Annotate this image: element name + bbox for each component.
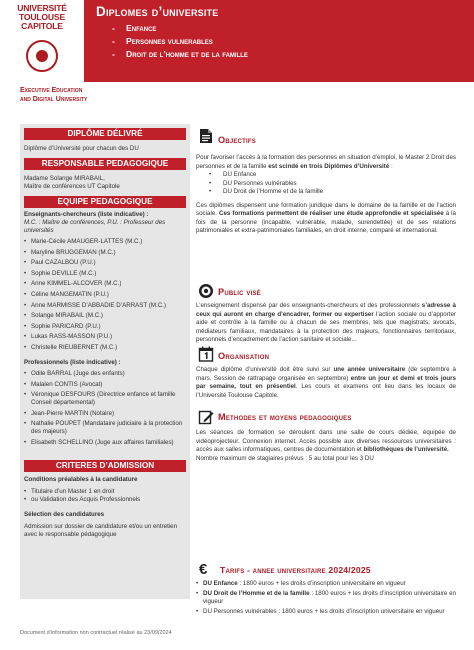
- list-item: • ou Validation des Acquis Professionnels: [24, 496, 186, 504]
- list-item: • DU Enfance: [196, 171, 456, 180]
- exec-line-1: Executive Education: [20, 87, 83, 94]
- objectifs-p2: [196, 202, 456, 236]
- tarifs-list: [196, 580, 456, 616]
- du-item: - Enfance: [112, 22, 248, 35]
- sel-title: Sélection des candidatures: [24, 511, 105, 518]
- methodes-p1-a: Les séances de formation se déroulent dans une salle de cours dédiée, équipée de vidéoprojecteur. Connexion internet. Accès possible aux diverses ressources universitaires : accès aux salles informatiques, centres de documentation et: [196, 429, 456, 453]
- responsable-text: [24, 175, 186, 191]
- public-p-a: L’enseignement dispensé par des enseignants-chercheurs et des professionnels: [196, 302, 422, 309]
- responsable-name: Madame Solange MIRABAIL,: [24, 175, 105, 182]
- list-item: [196, 580, 456, 589]
- organisation-text: [196, 366, 456, 400]
- ec-title: Enseignants-chercheurs (liste indicative) :: [24, 211, 149, 218]
- tarifs-title: Tarifs - annee universitaire 2024/2025: [220, 565, 371, 575]
- criteres-heading: CRITERES D’ADMISSION: [24, 460, 186, 472]
- list-item: • DU Personnes vulnérables: [196, 180, 456, 189]
- criteres-block: [24, 476, 186, 539]
- tarif-label: DU Droit de l’Homme et de la famille: [203, 589, 310, 597]
- list-item: • Paul CAZALBOU (P.U.): [24, 259, 186, 267]
- list-item: • Titulaire d’un Master 1 en droit: [24, 488, 186, 496]
- public-p-c: l’action sociale ou d’apporter aide et contrôle à la famille ou à chacun de ses membres, tels que magistrats, avocats, médiateurs familiaux, mandataires à la protection des majeurs, fonctionnaires territoriaux, personnels d’encadrement de l’action sanitaire et sociale...: [196, 310, 456, 343]
- public-title: Public visé: [218, 287, 261, 297]
- cond-list: [24, 488, 186, 504]
- public-p-bold: s’adresse à ceux qui auront en charge d’encadrer, former ou expertiser: [196, 302, 457, 318]
- list-item: • Solange MIRABAIL (M.C.): [24, 312, 186, 320]
- objectifs-text: [196, 154, 456, 236]
- organisation-title: Organisation: [218, 351, 270, 361]
- du-item: - Personnes vulnerables: [112, 35, 248, 48]
- list-item: • Lukas RASS-MASSON (P.U.): [24, 333, 186, 341]
- list-item: • Marie-Cécile AMAUGER-LATTES (M.C.): [24, 238, 186, 246]
- objectifs-p1-end: :: [389, 162, 393, 170]
- ec-legend: M.C. : Maître de conférences, P.U. : Professeur des universités: [24, 219, 166, 234]
- list-item: • Céline MANGEMATIN (P.U.): [24, 291, 186, 299]
- list-item: • Véronique DESFOURS (Directrice enfance et famille Conseil départemental): [24, 391, 186, 407]
- du-item: - Droit de l’homme et de la famille: [112, 48, 248, 61]
- tarif-value: DU Personnes vulnérables : 1800 euros + les droits d’inscription universitaire en vigueur: [203, 607, 445, 615]
- document-icon: [198, 128, 214, 144]
- methodes-text: [196, 429, 456, 463]
- methodes-p2: Nombre maximum de stagiaires prévus : 5 au total pour les 3 DU: [196, 454, 374, 462]
- objectifs-p2-c: à la fois de la personne (incapable, vulnérable, malade, surendettée) et de ses relations patrimoniales et extra-patrimoniales familiales, en droit interne, comparé et international.: [196, 210, 456, 234]
- cond-title: Conditions préalables à la candidature: [24, 476, 138, 483]
- objectifs-list: [196, 171, 456, 197]
- target-icon: [198, 283, 214, 299]
- list-item: [196, 608, 456, 617]
- org-p-e: . Les cours et examens ont lieu dans les locaux de l’Université Toulouse Capitole.: [196, 383, 456, 399]
- list-item: • DU Droit de l’Homme et de la famille: [196, 188, 456, 197]
- objectifs-p2-a: Ces diplômes dispensent une formation juridique dans le domaine de la famille et de l’action sociale.: [196, 201, 456, 217]
- list-item: • Nathalie POUPET (Mandataire judiciaire à la protection des majeurs): [24, 420, 186, 436]
- footer-note: Document d’information non contractuel réalisé au 23/09/2024: [20, 630, 172, 636]
- list-item: • Sophie DEVILLE (M.C.): [24, 270, 186, 278]
- responsable-title: Maître de conférences UT Capitole: [24, 183, 120, 190]
- objectifs-p1: Pour favoriser l’accès à la formation des personnes en situation d’emploi, le Master 2 Droit des personnes et de la famille: [196, 154, 456, 170]
- tarif-label: DU Enfance: [203, 580, 238, 587]
- logo-line-2: TOULOUSE: [19, 12, 65, 22]
- du-list: [112, 22, 248, 61]
- objectifs-p1-bold: est scindé en trois Diplômes d’Université: [268, 162, 390, 170]
- diploma-text: Diplôme d’Université pour chacun des DU: [24, 145, 139, 152]
- responsable-heading: RESPONSABLE PEDAGOGIQUE: [24, 158, 186, 170]
- pro-title: Professionnels (liste indicative) :: [24, 358, 121, 366]
- logo-wordmark: [6, 4, 78, 31]
- objectifs-title: Objectifs: [218, 135, 256, 145]
- list-item: • Malalen CONTIS (Avocat): [24, 381, 186, 389]
- org-p-bold-1: une année universitaire: [333, 366, 406, 373]
- logo-line-1: UNIVERSITÉ: [17, 3, 67, 13]
- list-item: • Odile BARRAL (Juge des enfants): [24, 370, 186, 378]
- sel-text: Admission sur dossier de candidature et/ou un entretien avec le responsable pédagogique: [24, 523, 178, 538]
- list-item: • Jean-Pierre MARTIN (Notaire): [24, 410, 186, 418]
- org-p-a: Chaque diplôme d’université doit être suivi sur: [196, 366, 334, 373]
- tarifs-text: [196, 580, 456, 617]
- tarif-value: : 1800 euros + les droits d’inscription universitaire en vigueur: [203, 589, 456, 605]
- exec-line-2: and Digital University: [20, 96, 88, 103]
- objectifs-p2-bold: Ces formations permettent de réaliser une étude approfondie et spécialisée: [219, 210, 444, 217]
- methodes-title: Methodes et moyens pedagogiques: [218, 412, 352, 422]
- euro-icon: €: [199, 561, 208, 578]
- org-p-bold-2: entre un jour et demi et trois jours par semaine, tout en présentiel: [196, 374, 456, 390]
- list-item: • Anne MARMISSE D’ABBADIE D’ARRAST (M.C.): [24, 302, 186, 310]
- page-title: Diplomes d’universite: [96, 4, 219, 19]
- edit-icon: [198, 409, 214, 425]
- seal-icon: [26, 40, 58, 72]
- logo-line-3: CAPITOLE: [21, 21, 63, 31]
- org-p-c: (de septembre à mars. Session de rattrapage organisée en septembre): [196, 366, 456, 382]
- list-item: • Maryline BRUGGEMAN (M.C.): [24, 249, 186, 257]
- equipe-heading: EQUIPE PEDAGOGIQUE: [24, 196, 186, 208]
- public-text: [196, 302, 456, 345]
- list-item: • Anne KIMMEL-ALCOVER (M.C.): [24, 280, 186, 288]
- exec-education-label: [20, 86, 87, 104]
- calendar-icon: [198, 346, 214, 362]
- methodes-p1-bold: bibliothèques de l’université.: [363, 446, 449, 453]
- tarif-value: : 1800 euros + les droits d’inscription universitaire en vigueur: [237, 580, 406, 587]
- diploma-heading: DIPLÔME DÉLIVRÉ: [24, 128, 186, 140]
- list-item: • Elisabeth SCHELLINO (Juge aux affaires familiales): [24, 439, 186, 447]
- pro-list: [24, 370, 186, 447]
- equipe-block: [24, 211, 186, 450]
- list-item: • Christelle RIEUBERNET (M.C.): [24, 344, 186, 352]
- list-item: [196, 590, 456, 607]
- list-item: • Sophie PARICARD (P.U.): [24, 323, 186, 331]
- university-logo: [0, 0, 84, 82]
- ec-list: [24, 238, 186, 352]
